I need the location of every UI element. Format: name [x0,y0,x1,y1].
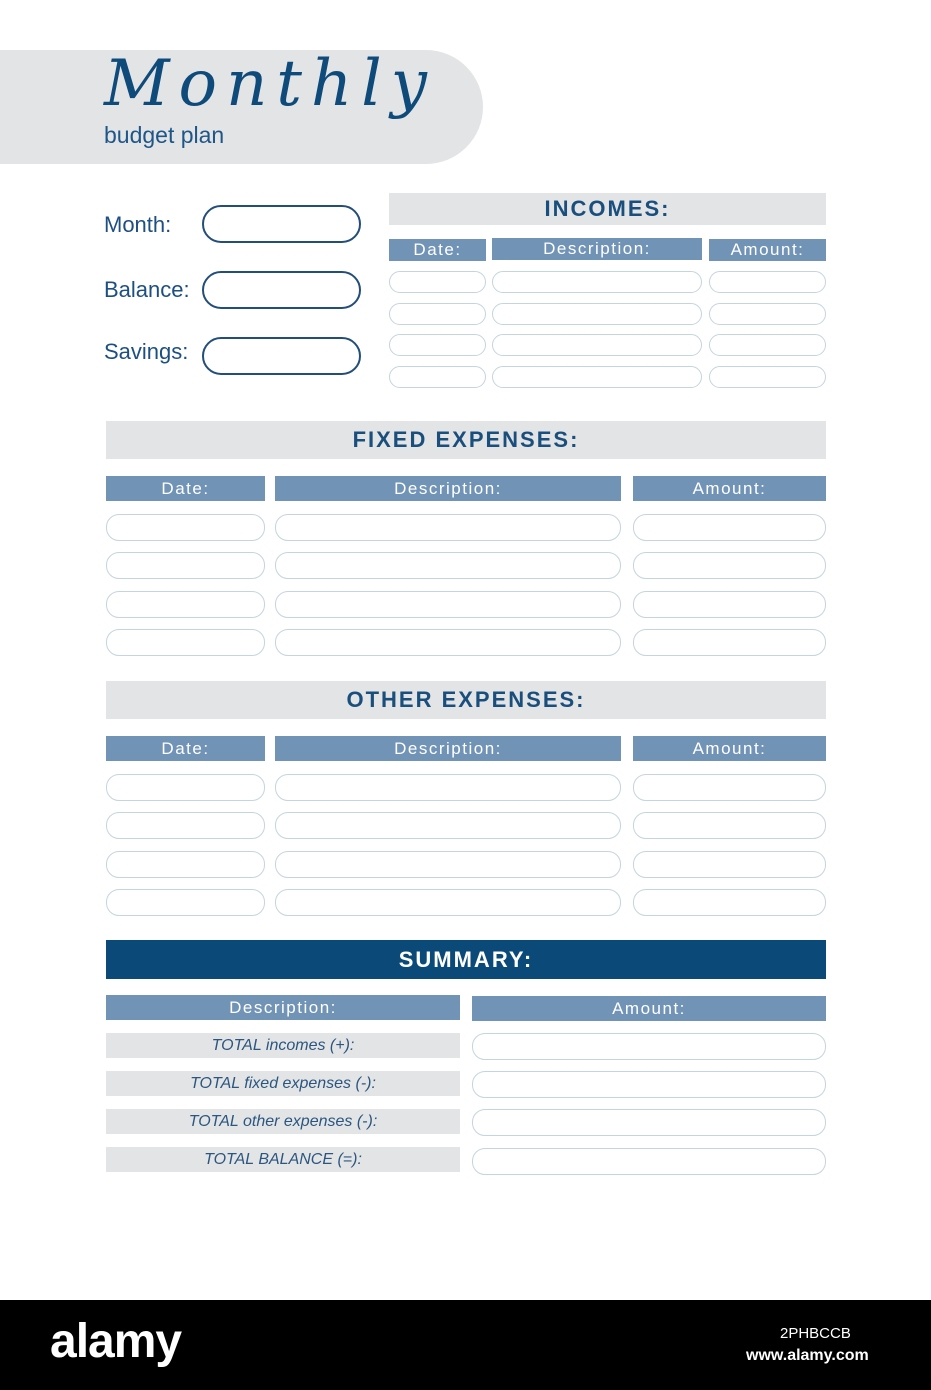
summary-header: SUMMARY: [106,940,826,979]
incomes-description-header: Description: [492,238,702,260]
summary-amount-field[interactable] [472,1148,826,1175]
summary-description-header: Description: [106,995,460,1020]
savings-label: Savings: [104,339,189,364]
fixed-date-header: Date: [106,476,265,501]
incomes-amount-field[interactable] [709,271,826,293]
other-amount-field[interactable] [633,774,826,801]
other-amount-field[interactable] [633,812,826,839]
incomes-amount-field[interactable] [709,366,826,388]
fixed-description-header: Description: [275,476,621,501]
incomes-date-field[interactable] [389,303,486,325]
footer-logo: alamy [50,1315,182,1368]
summary-amount-header: Amount: [472,996,826,1021]
savings-field[interactable] [202,337,361,375]
incomes-header: INCOMES: [389,193,826,225]
fixed-amount-field[interactable] [633,552,826,579]
summary-row-label: TOTAL other expenses (-): [106,1109,460,1134]
fixed-description-field[interactable] [275,552,621,579]
page-subtitle: budget plan [104,122,225,148]
summary-row-label: TOTAL fixed expenses (-): [106,1071,460,1096]
summary-amount-field[interactable] [472,1109,826,1136]
other-description-field[interactable] [275,774,621,801]
fixed-amount-field[interactable] [633,514,826,541]
other-description-field[interactable] [275,812,621,839]
fixed-description-field[interactable] [275,591,621,618]
other-expenses-header: OTHER EXPENSES: [106,681,826,719]
image-code: 2PHBCCB [780,1325,851,1342]
month-field[interactable] [202,205,361,243]
footer-url: www.alamy.com [746,1347,869,1364]
summary-row-label: TOTAL BALANCE (=): [106,1147,460,1172]
page-title: Monthly [104,47,436,121]
incomes-date-field[interactable] [389,271,486,293]
incomes-amount-header: Amount: [709,239,826,261]
fixed-date-field[interactable] [106,629,265,656]
balance-label: Balance: [104,277,190,302]
summary-amount-field[interactable] [472,1071,826,1098]
other-date-header: Date: [106,736,265,761]
incomes-date-header: Date: [389,239,486,261]
balance-field[interactable] [202,271,361,309]
fixed-date-field[interactable] [106,591,265,618]
incomes-description-field[interactable] [492,303,702,325]
incomes-date-field[interactable] [389,366,486,388]
other-description-field[interactable] [275,889,621,916]
incomes-amount-field[interactable] [709,303,826,325]
other-date-field[interactable] [106,812,265,839]
other-date-field[interactable] [106,851,265,878]
fixed-amount-header: Amount: [633,476,826,501]
other-date-field[interactable] [106,774,265,801]
incomes-description-field[interactable] [492,271,702,293]
summary-amount-field[interactable] [472,1033,826,1060]
other-amount-field[interactable] [633,851,826,878]
summary-row-label: TOTAL incomes (+): [106,1033,460,1058]
fixed-expenses-header: FIXED EXPENSES: [106,421,826,459]
fixed-date-field[interactable] [106,552,265,579]
other-description-field[interactable] [275,851,621,878]
other-amount-field[interactable] [633,889,826,916]
incomes-description-field[interactable] [492,334,702,356]
month-label: Month: [104,212,172,237]
other-date-field[interactable] [106,889,265,916]
incomes-date-field[interactable] [389,334,486,356]
incomes-description-field[interactable] [492,366,702,388]
other-amount-header: Amount: [633,736,826,761]
incomes-amount-field[interactable] [709,334,826,356]
fixed-amount-field[interactable] [633,591,826,618]
fixed-date-field[interactable] [106,514,265,541]
other-description-header: Description: [275,736,621,761]
fixed-description-field[interactable] [275,629,621,656]
fixed-description-field[interactable] [275,514,621,541]
fixed-amount-field[interactable] [633,629,826,656]
